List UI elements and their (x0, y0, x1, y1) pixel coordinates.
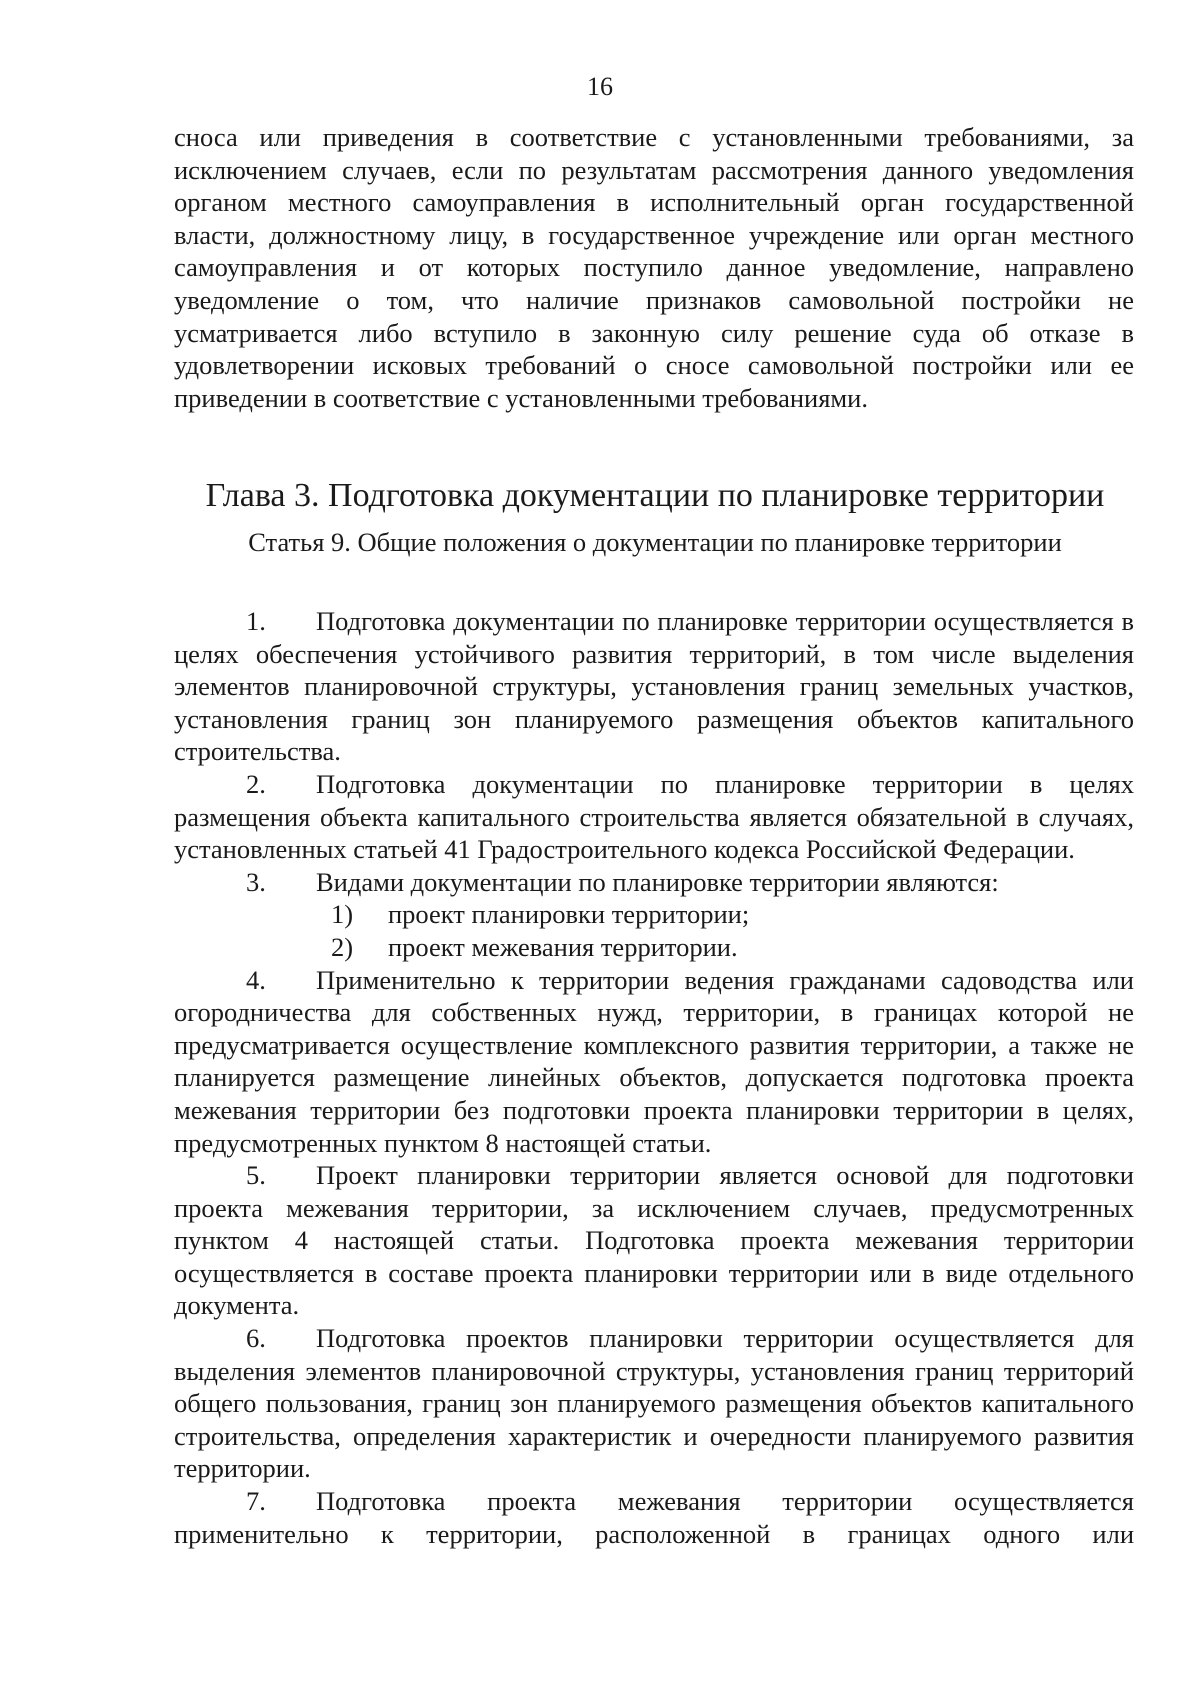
page-number: 16 (587, 72, 613, 101)
item-number: 2. (246, 768, 266, 799)
list-item (174, 768, 1134, 866)
item-number: 5. (246, 1160, 266, 1191)
item-text: Подготовка документации по планировке территории осуществляется в целях обеспечения устойчивого развития территорий, в том числе выделения элементов планировочной структуры, установления границ земельных участков, установления границ зон планируемого размещения объектов капитального строительства. (174, 606, 1134, 767)
chapter-title: Глава 3. Подготовка документации по планировке территории (205, 477, 1105, 514)
item-number: 6. (246, 1323, 266, 1354)
article-body (174, 605, 1134, 1550)
list-item (174, 1322, 1134, 1485)
subitem-number: 2) (331, 931, 354, 962)
item-text: Подготовка проектов планировки территории осуществляется для выделения элементов планировочной структуры, установления границ территорий общего пользования, границ зон планируемого размещения объектов капитального строительства, определения характеристик и очередности планируемого развития территории. (174, 1323, 1134, 1484)
subitem-number: 1) (331, 899, 354, 930)
item-number: 4. (246, 964, 266, 995)
subitem-text: проект межевания территории. (388, 931, 738, 962)
article-title: Статья 9. Общие положения о документации по планировке территории (248, 527, 1062, 557)
item-text: Видами документации по планировке территории являются: (316, 866, 999, 897)
list-item (174, 605, 1134, 768)
item-text: Применительно к территории ведения гражданами садоводства или огородничества для собственных нужд, территории, в границах которой не предусматривается осуществление комплексного развития территории, а также не планируется размещение линейных объектов, допускается подготовка проекта межевания территории без подготовки проекта планировки территории в целях, предусмотренных пунктом 8 настоящей статьи. (174, 964, 1134, 1158)
item-number: 7. (246, 1486, 266, 1517)
intro-section (174, 121, 1134, 414)
subitem-text: проект планировки территории; (388, 899, 750, 930)
item-text: Подготовка документации по планировке территории в целях размещения объекта капитального строительства является обязательной в случаях, установленных статьей 41 Градостроительного кодекса Российской Федерации. (174, 768, 1134, 865)
sub-list-item (174, 898, 1134, 931)
item-number: 3. (246, 866, 266, 897)
list-item (174, 1159, 1134, 1322)
item-text: Проект планировки территории является основой для подготовки проекта межевания территории, за исключением случаев, предусмотренных пунктом 4 настоящей статьи. Подготовка проекта межевания территории осуществляется в составе проекта планировки территории или в виде отдельного документа. (174, 1160, 1134, 1321)
item-number: 1. (246, 606, 266, 636)
list-item (174, 1485, 1134, 1550)
list-item (174, 866, 1134, 899)
item-text: Подготовка проекта межевания территории осуществляется применительно к территории, расположенной в границах одного или (174, 1486, 1134, 1549)
intro-paragraph: сноса или приведения в соответствие с установленными требованиями, за исключением случаев, если по результатам рассмотрения данного уведомления органом местного самоуправления в исполнительный орган государственной власти, должностному лицу, в государственное учреждение или орган местного самоуправления и от которых поступило данное уведомление, направлено уведомление о том, что наличие признаков самовольной постройки не усматривается либо вступило в законную силу решение суда об отказе в удовлетворении исковых требований о сносе самовольной постройки или ее приведении в соответствие с установленными требованиями. (174, 122, 1134, 413)
sub-list-item (174, 931, 1134, 964)
list-item (174, 964, 1134, 1160)
